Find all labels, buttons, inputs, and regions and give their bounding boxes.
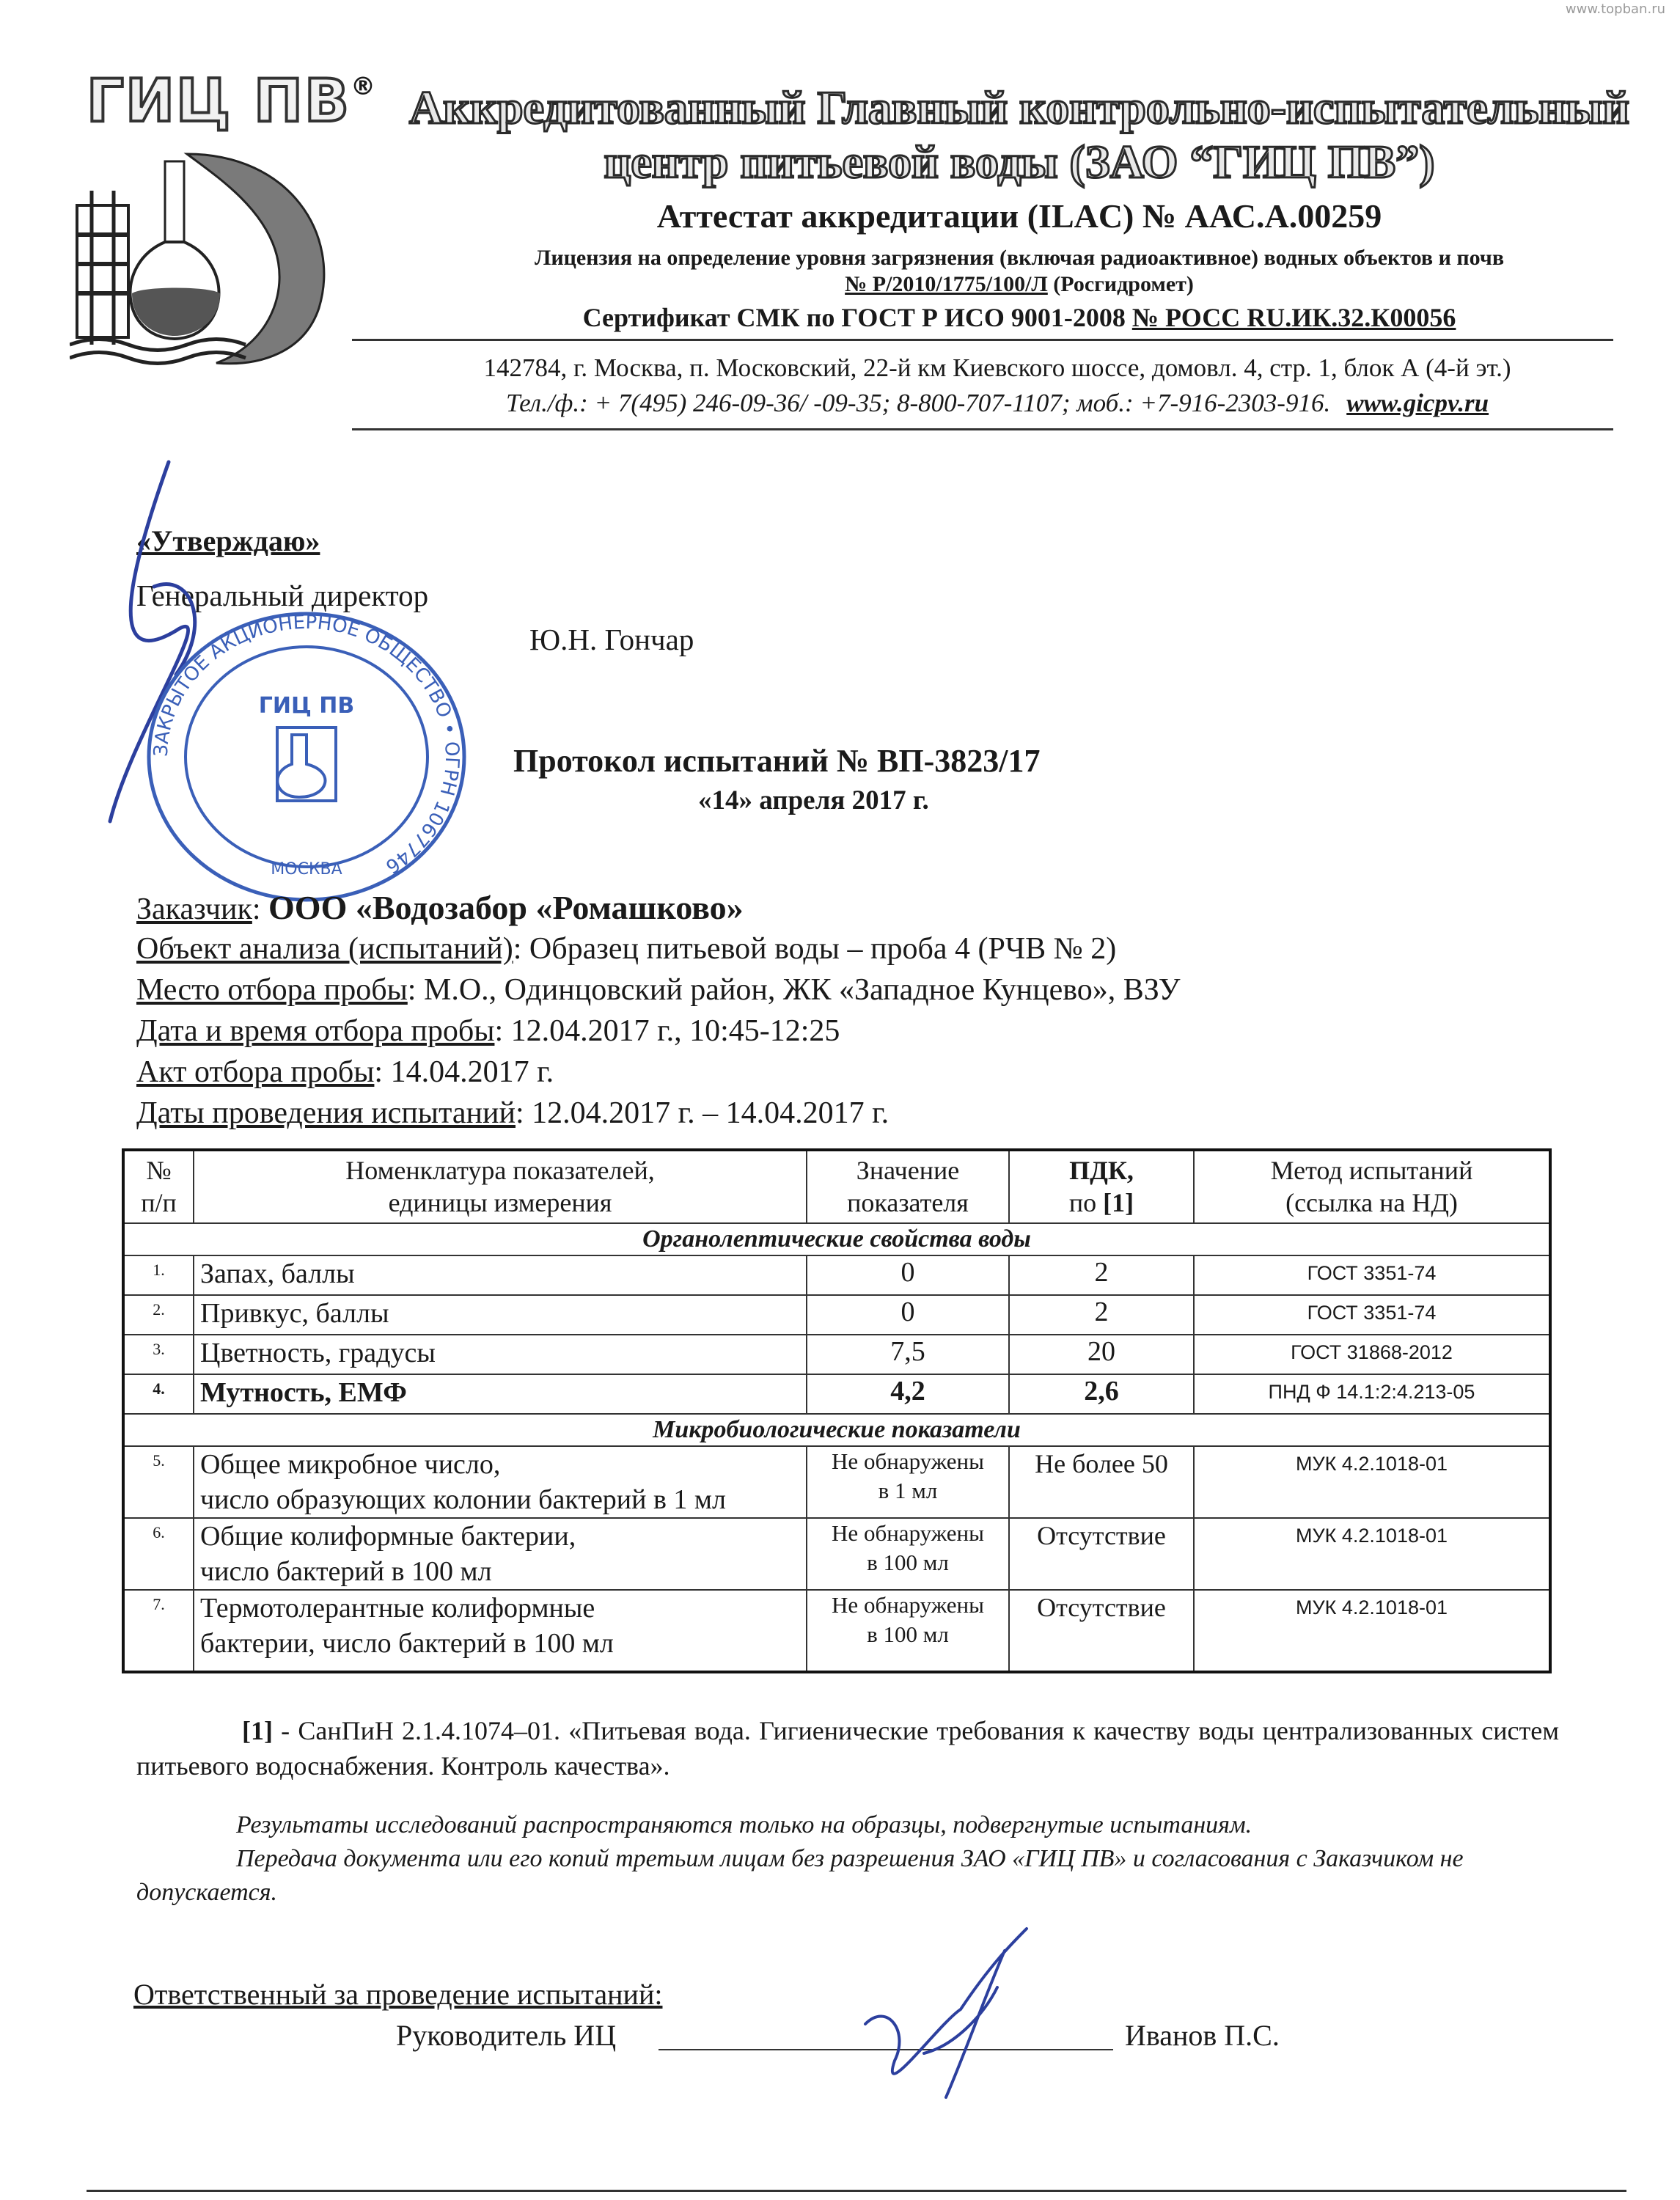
row-name: Мутность, ЕМФ [194,1374,807,1414]
accreditation: Аттестат аккредитации (ILAC) № ААС.А.00259 [656,197,1382,235]
header-value [807,1150,1009,1223]
info-label: Дата и время отбора пробы [136,1014,495,1048]
row-pdk: 20 [1009,1335,1194,1374]
responsible-name: Иванов П.С. [1125,2019,1280,2052]
row-value [807,1446,1009,1518]
responsible-label: Ответственный за проведение испытаний: [133,1978,663,2011]
row-pdk: Не более 50 [1009,1446,1194,1518]
info-separator: : [252,892,269,926]
row-pdk: Отсутствие [1009,1590,1194,1672]
row-num: 2. [123,1295,194,1335]
smk-certificate [381,302,1657,333]
row-num: 7. [123,1590,194,1672]
row-method: ГОСТ 31868-2012 [1194,1335,1550,1374]
note-results: Результаты исследований распространяются только на образцы, подвергнутые испытаниям. [236,1811,1252,1838]
info-customer [136,889,744,928]
note-transfer: Передача документа или его копий третьим лицам без разрешения ЗАО «ГИЦ ПВ» и согласования с Заказчиком не допускается. [136,1845,1464,1906]
row-name-line: число бактерий в 100 мл [200,1556,492,1587]
info-separator: : [494,1014,511,1048]
header-rule [352,339,1613,341]
results-table [122,1148,1552,1673]
info-label: Место отбора пробы [136,973,408,1007]
row-value-line: в 1 мл [878,1478,938,1503]
table-row [123,1590,1550,1672]
header-text: ПДК, [1069,1156,1134,1185]
row-method: ГОСТ 3351-74 [1194,1295,1550,1335]
row-name-line: Термотолерантные колиформные [200,1593,595,1624]
section-microbiological: Микробиологические показатели [123,1414,1550,1446]
row-name-line: бактерии, число бактерий в 100 мл [200,1628,614,1659]
info-separator: : [515,1096,532,1130]
row-value [807,1518,1009,1590]
table-row [123,1335,1550,1374]
info-place [136,971,1181,1009]
info-label: Заказчик [136,892,252,926]
table-row [123,1446,1550,1518]
header-rule-bottom [352,428,1613,430]
row-value-line: Не обнаружены [832,1592,984,1618]
row-pdk: 2 [1009,1255,1194,1295]
info-label: Даты проведения испытаний [136,1096,516,1130]
watermark: www.topban.ru [1565,1,1665,17]
table-row [123,1518,1550,1590]
header-text: единицы измерения [388,1188,612,1217]
info-value: 12.04.2017 г., 10:45-12:25 [510,1014,840,1048]
footnote-ref: [1] [242,1716,273,1745]
header-num [123,1150,194,1223]
row-value-line: Не обнаружены [832,1520,984,1546]
protocol-date: «14» апреля 2017 г. [698,785,929,815]
header-text: по [1068,1188,1097,1217]
lab-title-line-2: центр питьевой воды (ЗАО “ГИЦ ПВ”) [604,136,1435,188]
row-value: 0 [807,1295,1009,1335]
row-method: МУК 4.2.1018-01 [1194,1590,1550,1672]
info-label: Акт отбора пробы [136,1055,375,1089]
responsible-position: Руководитель ИЦ [396,2019,617,2052]
lab-flask-logo-icon [70,147,348,367]
row-name-line: число образующих колонии бактерий в 1 мл [200,1484,726,1515]
lab-title-line-1: Аккредитованный Главный контрольно-испытательный [408,81,1630,133]
row-name [194,1446,807,1518]
footnote [136,1713,1559,1783]
info-test-dates [136,1094,889,1132]
row-method: МУК 4.2.1018-01 [1194,1446,1550,1518]
row-num: 6. [123,1518,194,1590]
info-label: Объект анализа (испытаний) [136,932,513,966]
info-value: М.О., Одинцовский район, ЖК «Западное Кунцево», ВЗУ [423,973,1181,1007]
row-value: 0 [807,1255,1009,1295]
header-text: № [146,1156,172,1185]
approve-label: «Утверждаю» [136,524,320,557]
row-method: ГОСТ 3351-74 [1194,1255,1550,1295]
license-line-1: Лицензия на определение уровня загрязнения (включая радиоактивное) водных объектов и почв [534,246,1505,270]
info-separator: : [513,932,529,966]
address-block [367,351,1628,421]
header-text: Значение [856,1156,960,1185]
section-row [123,1414,1550,1446]
header-pdk [1009,1150,1194,1223]
row-value [807,1590,1009,1672]
director-name: Ю.Н. Гончар [529,623,694,656]
header-text: Метод испытаний [1270,1156,1473,1185]
row-name-line: Общие колиформные бактерии, [200,1521,576,1552]
header-text: п/п [141,1188,177,1217]
lab-title [381,81,1657,189]
row-method: МУК 4.2.1018-01 [1194,1518,1550,1590]
contacts: Тел./ф.: + 7(495) 246-09-36/ -09-35; 8-800-707-1107; моб.: +7-916-2303-916. [505,389,1331,417]
smk-prefix: Сертификат СМК по ГОСТ Р ИСО 9001-2008 [582,303,1126,332]
row-num: 1. [123,1255,194,1295]
info-value: ООО «Водозабор «Ромашково» [268,889,744,926]
license [359,245,1679,298]
header-text: Номенклатура показателей, [345,1156,655,1185]
website-link[interactable]: www.gicpv.ru [1346,389,1489,417]
header-name [194,1150,807,1223]
row-value-line: в 100 мл [867,1621,949,1647]
row-name [194,1518,807,1590]
registered-mark: ® [351,72,375,101]
row-name-line: Общее микробное число, [200,1449,501,1480]
address: 142784, г. Москва, п. Московский, 22-й км Киевского шоссе, домовл. 4, стр. 1, блок А (4-й эт.) [483,353,1511,382]
protocol-title: Протокол испытаний № ВП-3823/17 [513,743,1041,779]
info-value: 12.04.2017 г. – 14.04.2017 г. [532,1096,889,1130]
row-value-line: в 100 мл [867,1550,949,1575]
section-organoleptic: Органолептические свойства воды [123,1223,1550,1255]
table-row [123,1374,1550,1414]
row-name [194,1590,807,1672]
license-org: (Росгидромет) [1053,272,1194,296]
info-separator: : [374,1055,391,1089]
header-ref: [1] [1103,1188,1134,1217]
row-name: Привкус, баллы [194,1295,807,1335]
table-header-row [123,1150,1550,1223]
info-separator: : [407,973,424,1007]
info-value: 14.04.2017 г. [390,1055,554,1089]
row-value-line: Не обнаружены [832,1448,984,1474]
info-act [136,1053,554,1091]
row-num: 4. [123,1374,194,1414]
row-pdk: Отсутствие [1009,1518,1194,1590]
responsible-signature-icon [858,1921,1049,2112]
row-num: 3. [123,1335,194,1374]
row-value: 4,2 [807,1374,1009,1414]
table-row [123,1295,1550,1335]
row-name: Цветность, градусы [194,1335,807,1374]
row-num: 5. [123,1446,194,1518]
license-number: № Р/2010/1775/100/Л [845,272,1048,296]
footnote-text: - СанПиН 2.1.4.1074–01. «Питьевая вода. Гигиенические требования к качеству воды централизованных систем питьевого водоснабжения. Контроль качества». [136,1716,1559,1781]
row-pdk: 2,6 [1009,1374,1194,1414]
row-method: ПНД Ф 14.1:2:4.213-05 [1194,1374,1550,1414]
info-object [136,930,1116,968]
logo-text: ГИЦ ПВ [87,67,351,135]
director-position: Генеральный директор [136,579,429,612]
stamp-logo: ГИЦ ПВ [258,693,355,719]
smk-number: № РОСС RU.ИК.32.К00056 [1131,303,1456,332]
stamp-ring-text: ЗАКРЫТОЕ АКЦИОНЕРНОЕ ОБЩЕСТВО • ОГРН 1067746 [150,611,463,878]
company-stamp-icon [138,610,475,903]
stamp-city: МОСКВА [271,860,342,879]
bottom-rule [87,2190,1626,2192]
table-row [123,1255,1550,1295]
row-name: Запах, баллы [194,1255,807,1295]
info-value: Образец питьевой воды – проба 4 (РЧВ № 2) [529,932,1117,966]
header-method [1194,1150,1550,1223]
header-text: (ссылка на НД) [1285,1188,1458,1217]
row-pdk: 2 [1009,1295,1194,1335]
header-text: показателя [847,1188,969,1217]
section-row [123,1223,1550,1255]
row-value: 7,5 [807,1335,1009,1374]
info-sample-date [136,1012,840,1050]
